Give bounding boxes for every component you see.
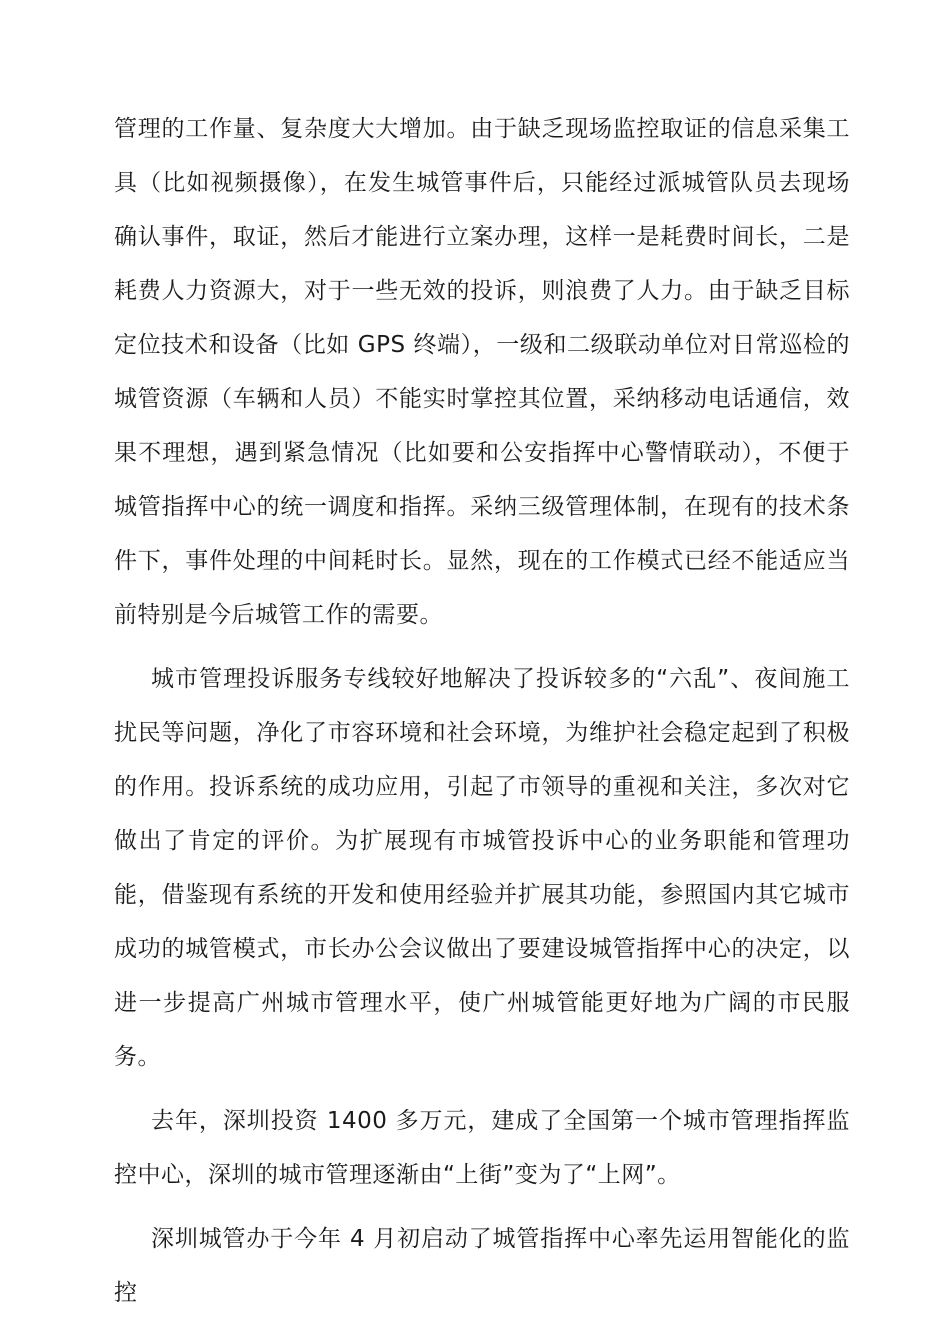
- paragraph-shenzhen-launch: 深圳城管办于今年 4 月初启动了城管指挥中心率先运用智能化的监控: [114, 1226, 850, 1306]
- paragraph-continuation: 管理的工作量、复杂度大大增加。由于缺乏现场监控取证的信息采集工具（比如视频摄像），在发生城管事件后，只能经过派城管队员去现场确认事件，取证，然后才能进行立案办理，这样一是耗费时间长，二是耗费人力资源大，对于一些无效的投诉，则浪费了人力。由于缺乏目标定位技术和设备（比如 GPS 终端），一级和二级联动单位对日常巡检的城管资源（车辆和人员）不能实时掌控其位置，采纳移动电话通信，效果不理想，遇到紧急情况（比如要和公安指挥中心警情联动），不便于城管指挥中心的统一调度和指挥。采纳三级管理体制，在现有的技术条件下，事件处理的中间耗时长。显然，现在的工作模式已经不能适应当前特别是今后城管工作的需要。: [114, 116, 850, 628]
- document-body: [114, 102, 850, 1330]
- paragraph-shenzhen-investment: 去年，深圳投资 1400 多万元，建成了全国第一个城市管理指挥监控中心，深圳的城市管理逐渐由“上街”变为了“上网”。: [114, 1108, 850, 1188]
- paragraph-complaint-hotline: 城市管理投诉服务专线较好地解决了投诉较多的“六乱”、夜间施工扰民等问题，净化了市容环境和社会环境，为维护社会稳定起到了积极的作用。投诉系统的成功应用，引起了市领导的重视和关注，多次对它做出了肯定的评价。为扩展现有市城管投诉中心的业务职能和管理功能，借鉴现有系统的开发和使用经验并扩展其功能，参照国内其它城市成功的城管模式，市长办公会议做出了要建设城管指挥中心的决定，以进一步提高广州城市管理水平，使广州城管能更好地为广阔的市民服务。: [114, 666, 850, 1070]
